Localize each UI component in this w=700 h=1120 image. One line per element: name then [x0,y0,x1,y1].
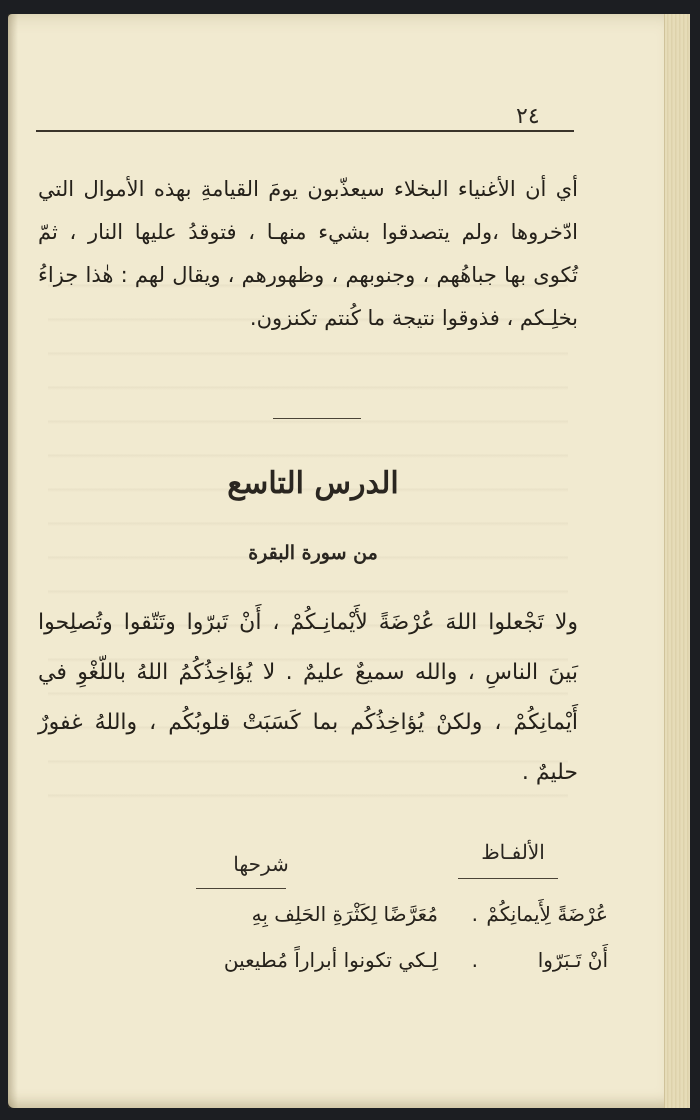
vocabulary-word: أَنْ تَـبَرّوا [537,948,608,972]
header-rule [36,130,574,132]
book-page [8,14,690,1108]
lesson-subtitle: من سورة البقرة [248,542,378,564]
vocabulary-separator: . [471,902,478,926]
page-edges [664,14,690,1108]
words-header-rule [458,878,558,879]
section-divider [273,418,361,419]
verse-paragraph: ولا تَجْعلوا اللهَ عُرْضَةً لأَيْمانِـكُمْ ، أَنْ تَبرّوا وتَتّقوا وتُصلِحوا بَينَ الناسِ ، والله سميعٌ عليمٌ . لا يُؤاخِذُكُمُ اللهُ باللّغْوِ في أَيْمانِكُمْ ، ولكنْ يُؤاخِذُكُم بما كَسَبَتْ قلوبُكُم ، واللهُ غفورٌ حليمٌ . [38,610,578,785]
vocabulary-row [88,902,608,942]
vocabulary-explanation: مُعَرَّضًا لِكَثْرَةِ الحَلِف بِهِ [251,902,438,926]
spine-shadow [8,14,18,1108]
commentary-paragraph: أي أن الأغنياء البخلاء سيعذّبون يومَ القيامةِ بهذه الأموال التي ادّخروها ،ولم يتصدقوا بشيء منهـا ، فتوقدُ عليها النار ، ثمّ تُكوى بها جباهُهم ، وجنوبهم ، وظهورهم ، ويقال لهم : هٰذا جزاءُ بخلِـكم ، فذوقوا نتيجة ما كُنتم تكنزون. [38,177,578,330]
page-number: ٢٤ [516,104,540,129]
lesson-title: الدرس التاسع [227,466,399,501]
vocabulary-word: عُرْضَةً لِأَيمانِكُمْ [486,902,608,926]
vocabulary-explanation: لِـكي تكونوا أبراراً مُطيعين [223,948,438,972]
vocabulary-words-header: الألفـاظ [481,840,545,864]
vocabulary-row [88,948,608,988]
vocabulary-explanation-header: شرحها [233,852,289,876]
vocabulary-separator: . [471,948,478,972]
explanation-header-rule [196,888,286,889]
